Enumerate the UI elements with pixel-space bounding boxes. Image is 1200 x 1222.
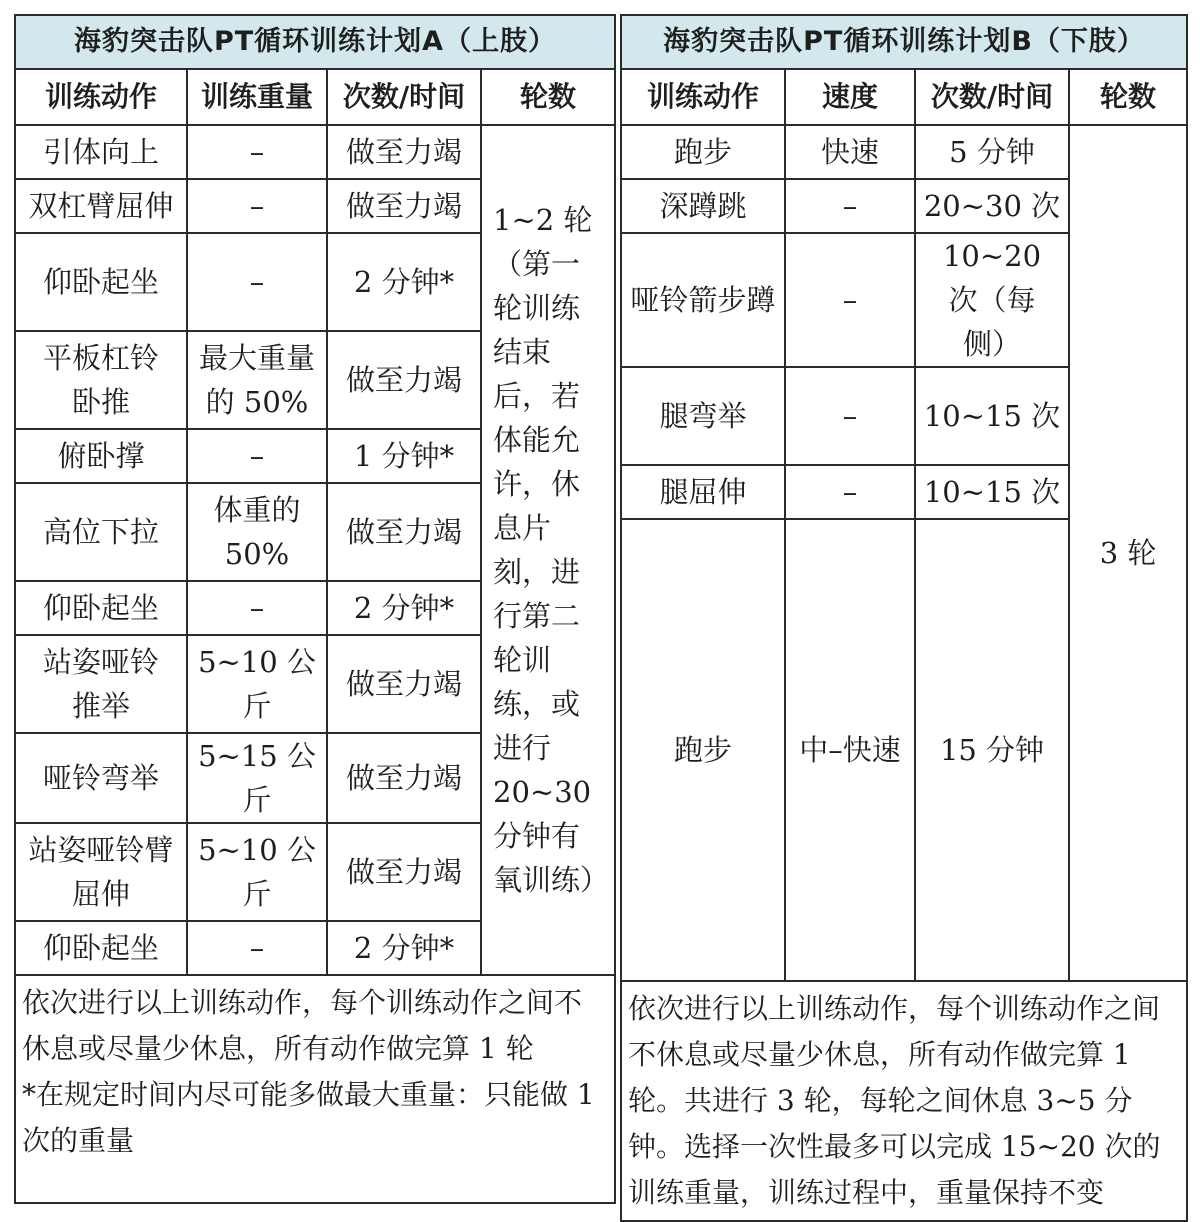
header-exercise: 训练动作 [621, 69, 785, 125]
exercise-cell: 跑步 [621, 125, 785, 179]
note-line: 依次进行以上训练动作，每个训练动作之间不休息或尽量少休息，所有动作做完算 1 轮 [22, 986, 583, 1065]
reps-cell: 10~20 次（每侧） [915, 233, 1069, 367]
header-weight: 训练重量 [187, 69, 327, 125]
reps-cell: 5 分钟 [915, 125, 1069, 179]
reps-cell: 做至力竭 [327, 179, 481, 233]
reps-cell: 2 分钟* [327, 233, 481, 331]
weight-cell: 最大重量的 50% [187, 331, 327, 429]
table-a-note [15, 975, 615, 1203]
speed-cell: 快速 [785, 125, 915, 179]
table-a-title: 海豹突击队PT循环训练计划A（上肢） [15, 15, 615, 69]
weight-cell: – [187, 921, 327, 975]
footnote-line: *在规定时间内尽可能多做最大重量：只能做 1 次的重量 [22, 1078, 595, 1157]
weight-cell: 5~15 公斤 [187, 733, 327, 823]
exercise-cell: 哑铃箭步蹲 [621, 233, 785, 367]
exercise-cell: 站姿哑铃臂屈伸 [15, 823, 187, 921]
speed-cell: 中–快速 [785, 519, 915, 981]
table-a [14, 14, 616, 1204]
rounds-cell: 3 轮 [1069, 125, 1187, 981]
reps-cell: 10~15 次 [915, 465, 1069, 519]
table-row [15, 125, 615, 179]
speed-cell: – [785, 367, 915, 465]
weight-cell: 体重的 50% [187, 483, 327, 581]
reps-cell: 做至力竭 [327, 483, 481, 581]
reps-cell: 做至力竭 [327, 635, 481, 733]
exercise-cell: 高位下拉 [15, 483, 187, 581]
reps-cell: 15 分钟 [915, 519, 1069, 981]
header-reps: 次数/时间 [327, 69, 481, 125]
exercise-cell: 腿弯举 [621, 367, 785, 465]
weight-cell: – [187, 125, 327, 179]
exercise-cell: 哑铃弯举 [15, 733, 187, 823]
weight-cell: – [187, 233, 327, 331]
speed-cell: – [785, 179, 915, 233]
exercise-cell: 俯卧撑 [15, 429, 187, 483]
reps-cell: 2 分钟* [327, 581, 481, 635]
reps-cell: 10~15 次 [915, 367, 1069, 465]
exercise-cell: 双杠臂屈伸 [15, 179, 187, 233]
header-speed: 速度 [785, 69, 915, 125]
reps-cell: 做至力竭 [327, 331, 481, 429]
header-rounds: 轮数 [481, 69, 615, 125]
speed-cell: – [785, 233, 915, 367]
rounds-text: 1~2 轮（第一轮训练结束后，若体能允许，休息片刻，进行第二轮训练，或进行20~30分钟有氧训练） [493, 203, 610, 897]
table-b [620, 14, 1188, 1222]
weight-cell: – [187, 581, 327, 635]
reps-cell: 做至力竭 [327, 733, 481, 823]
reps-cell: 2 分钟* [327, 921, 481, 975]
reps-cell: 20~30 次 [915, 179, 1069, 233]
exercise-cell: 仰卧起坐 [15, 921, 187, 975]
weight-cell: 5~10 公斤 [187, 635, 327, 733]
reps-cell: 做至力竭 [327, 125, 481, 179]
exercise-cell: 仰卧起坐 [15, 233, 187, 331]
reps-cell: 1 分钟* [327, 429, 481, 483]
reps-cell: 做至力竭 [327, 823, 481, 921]
speed-cell: – [785, 465, 915, 519]
exercise-cell: 跑步 [621, 519, 785, 981]
header-exercise: 训练动作 [15, 69, 187, 125]
header-rounds: 轮数 [1069, 69, 1187, 125]
exercise-cell: 仰卧起坐 [15, 581, 187, 635]
table-b-title: 海豹突击队PT循环训练计划B（下肢） [621, 15, 1187, 69]
weight-cell: – [187, 179, 327, 233]
header-reps: 次数/时间 [915, 69, 1069, 125]
weight-cell: 5~10 公斤 [187, 823, 327, 921]
exercise-cell: 站姿哑铃推举 [15, 635, 187, 733]
exercise-cell: 腿屈伸 [621, 465, 785, 519]
rounds-cell [481, 125, 615, 975]
table-row [621, 125, 1187, 179]
exercise-cell: 引体向上 [15, 125, 187, 179]
weight-cell: – [187, 429, 327, 483]
exercise-cell: 平板杠铃卧推 [15, 331, 187, 429]
exercise-cell: 深蹲跳 [621, 179, 785, 233]
table-b-note: 依次进行以上训练动作，每个训练动作之间不休息或尽量少休息，所有动作做完算 1 轮。共进行 3 轮，每轮之间休息 3~5 分钟。选择一次性最多可以完成 15~20 次的训练重量，训练过程中，重量保持不变 [621, 981, 1187, 1221]
